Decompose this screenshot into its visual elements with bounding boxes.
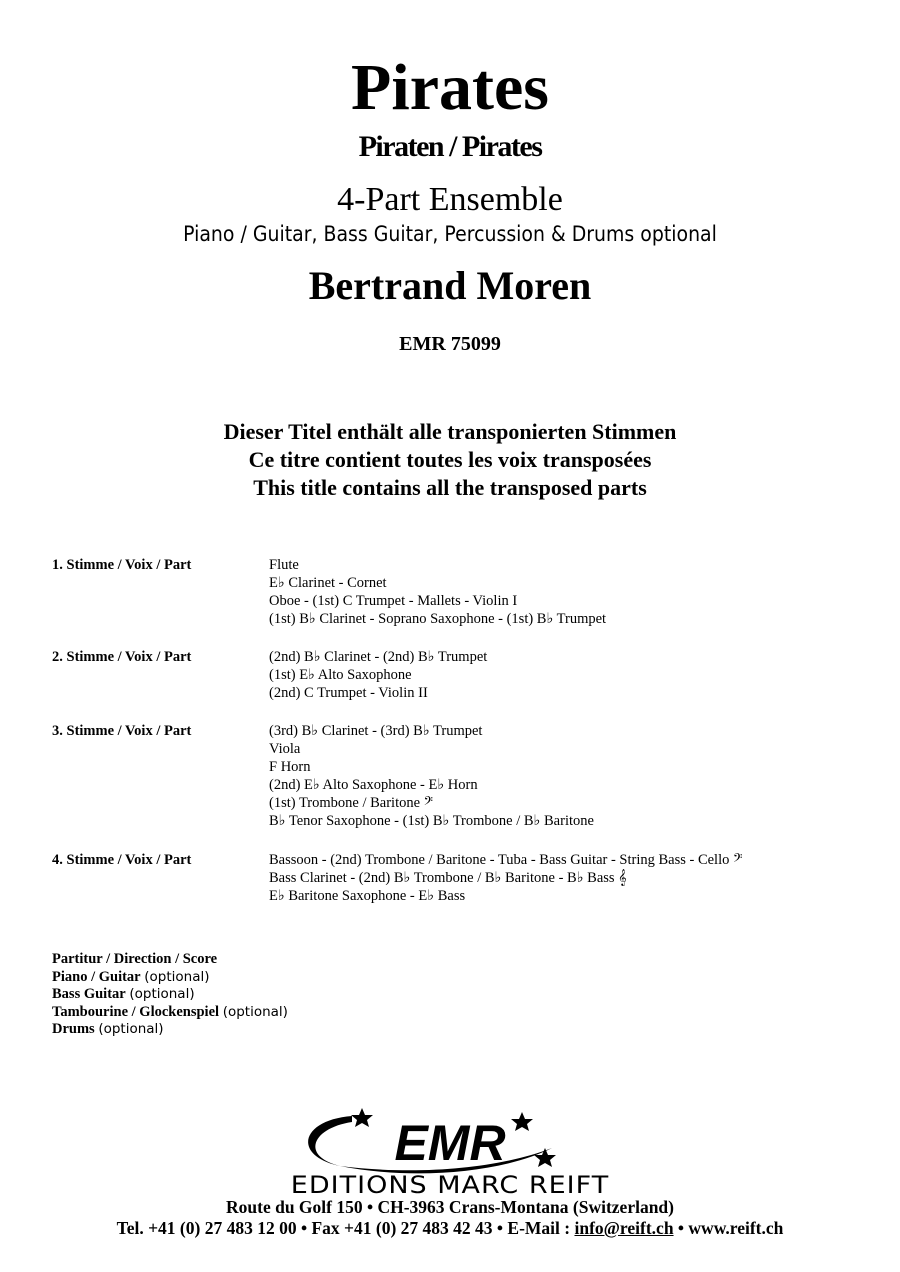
part-3-instruments xyxy=(269,722,594,830)
extra-item-name: Piano / Guitar xyxy=(52,968,141,985)
extra-item-note: (optional) xyxy=(222,1003,288,1020)
extra-item xyxy=(52,969,288,987)
instrument-line: E♭ Baritone Saxophone - E♭ Bass xyxy=(269,888,466,904)
instrument-line: Flute xyxy=(269,557,299,573)
ensemble-type: 4-Part Ensemble xyxy=(337,181,563,218)
notice-english: This title contains all the transposed parts xyxy=(253,475,647,500)
instrument-line: (2nd) E♭ Alto Saxophone - E♭ Horn xyxy=(269,777,478,793)
instrument-line: F Horn xyxy=(269,759,311,775)
instrument-line: (2nd) C Trumpet - Violin II xyxy=(269,685,428,701)
instrument-line: (1st) B♭ Clarinet - Soprano Saxophone - (1st) B♭ Trumpet xyxy=(269,611,607,627)
instrumentation: Piano / Guitar, Bass Guitar, Percussion & Drums optional xyxy=(183,222,717,246)
tel-fax: Tel. +41 (0) 27 483 12 00 • Fax +41 (0) 27 483 42 43 • E-Mail : xyxy=(116,1218,575,1238)
extra-item-name: Bass Guitar xyxy=(52,986,126,1002)
extra-item-note: (optional) xyxy=(144,968,210,985)
extra-item xyxy=(52,951,288,969)
star-icon xyxy=(511,1112,533,1131)
star-icon xyxy=(534,1148,556,1167)
publisher-contact xyxy=(0,1217,900,1239)
instrument-line: (1st) E♭ Alto Saxophone xyxy=(269,667,412,683)
instrument-line: Viola xyxy=(269,741,301,757)
transposed-parts-notice xyxy=(0,418,900,502)
publisher-address: Route du Golf 150 • CH-3963 Crans-Montana (Switzerland) xyxy=(226,1197,674,1217)
extra-item-name: Tambourine / Glockenspiel xyxy=(52,1003,220,1020)
notice-german: Dieser Titel enthält alle transponierten Stimmen xyxy=(223,419,677,444)
extra-item-name: Partitur / Direction / Score xyxy=(52,951,218,967)
extra-item-name: Drums xyxy=(52,1021,95,1037)
page-subtitle: Piraten / Pirates xyxy=(358,130,542,163)
instrument-line: Oboe - (1st) C Trumpet - Mallets - Violin I xyxy=(269,593,518,609)
instrument-line: (2nd) B♭ Clarinet - (2nd) B♭ Trumpet xyxy=(269,649,488,665)
score-and-optional-parts xyxy=(52,951,288,1039)
publisher-name: EDITIONS MARC REIFT xyxy=(290,1171,610,1200)
part-2-label: 2. Stimme / Voix / Part xyxy=(52,649,192,665)
extra-item xyxy=(52,1021,288,1039)
catalog-number: EMR 75099 xyxy=(399,333,501,355)
instrument-line: B♭ Tenor Saxophone - (1st) B♭ Trombone / B♭ Baritone xyxy=(269,813,594,829)
extra-item xyxy=(52,1004,288,1022)
instrument-line: (3rd) B♭ Clarinet - (3rd) B♭ Trumpet xyxy=(269,723,483,739)
part-3-label: 3. Stimme / Voix / Part xyxy=(52,723,192,739)
star-icon xyxy=(351,1108,373,1127)
email-link[interactable]: info@reift.ch xyxy=(574,1218,674,1238)
part-1-label: 1. Stimme / Voix / Part xyxy=(52,557,192,573)
website: • www.reift.ch xyxy=(673,1218,784,1238)
instrument-line: (1st) Trombone / Baritone 𝄢 xyxy=(269,795,433,811)
instrument-line: Bass Clarinet - (2nd) B♭ Trombone / B♭ Baritone - B♭ Bass 𝄞 xyxy=(269,870,627,886)
instrument-line: E♭ Clarinet - Cornet xyxy=(269,575,387,591)
part-1-instruments xyxy=(269,556,606,628)
notice-french: Ce titre contient toutes les voix transposées xyxy=(248,447,652,472)
extra-item xyxy=(52,986,288,1004)
logo-swoosh xyxy=(308,1116,352,1166)
page-title: Pirates xyxy=(351,51,549,124)
instrument-line: Bassoon - (2nd) Trombone / Baritone - Tuba - Bass Guitar - String Bass - Cello 𝄢 xyxy=(269,852,743,868)
part-2-instruments xyxy=(269,648,487,702)
part-4-label: 4. Stimme / Voix / Part xyxy=(52,852,192,868)
composer-name: Bertrand Moren xyxy=(308,263,592,308)
part-4-instruments xyxy=(269,851,742,905)
extra-item-note: (optional) xyxy=(129,986,195,1002)
extra-item-note: (optional) xyxy=(98,1021,164,1037)
logo-text: EMR xyxy=(394,1115,506,1171)
